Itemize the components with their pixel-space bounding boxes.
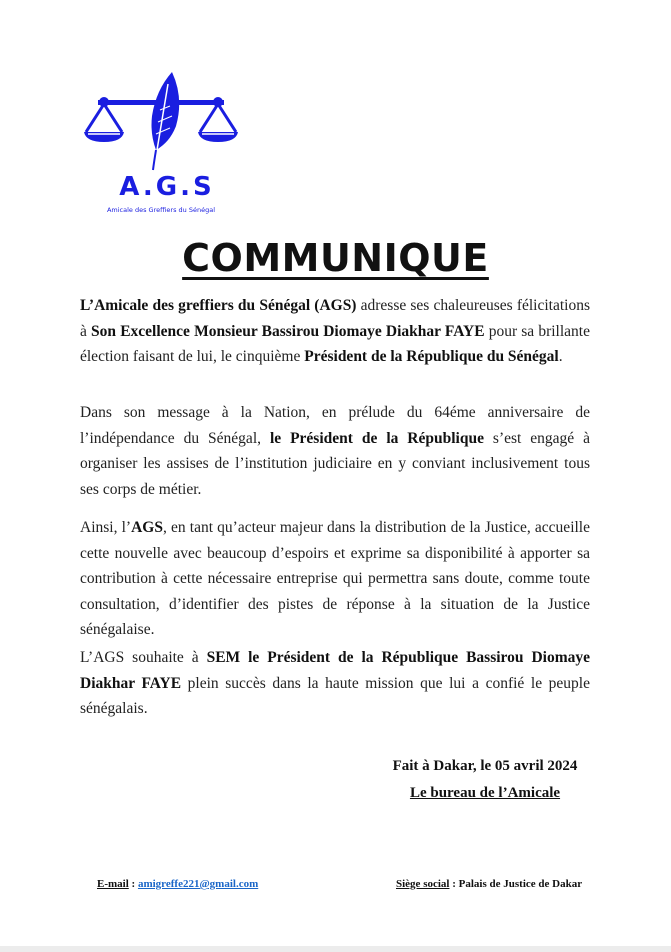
bold-text: Son Excellence Monsieur Bassirou Diomaye Diakhar FAYE — [91, 322, 485, 340]
document-title — [0, 236, 671, 280]
paragraph-wishes — [80, 645, 590, 722]
place-and-date: Fait à Dakar, le 05 avril 2024 — [392, 758, 578, 774]
paragraph-congratulations — [80, 293, 590, 370]
ags-logo — [80, 70, 240, 214]
bold-text: le Président de la République — [269, 429, 484, 447]
bold-text: AGS — [131, 519, 163, 536]
scales-of-justice-icon — [80, 70, 240, 175]
seat-value: Palais de Justice de Dakar — [458, 878, 583, 890]
email-label: E-mail — [97, 878, 129, 890]
text: L’AGS souhaite à — [80, 649, 207, 666]
bottom-edge — [0, 946, 671, 952]
title-text: COMMUNIQUE — [182, 236, 489, 280]
footer-email — [97, 878, 258, 890]
separator: : — [128, 878, 138, 890]
text: , en tant qu’acteur majeur dans la distribution de la Justice, accueille cette nouvelle avec beaucoup d’espoirs et exprime sa disponibilité à apporter sa contribution à cette nécessaire entreprise qui permettra sans doute, comme toute consultation, d’identifier des pistes de réponse à la situation de la Justice sénégalaise. — [80, 519, 590, 638]
seat-label: Siège social — [396, 878, 450, 890]
logo-acronym: A.G.S — [119, 172, 215, 202]
signatory: Le bureau de l’Amicale — [409, 785, 561, 801]
bold-text: SEM le Président de la République Bassirou Diomaye Diakhar FAYE — [80, 649, 590, 692]
bold-text: L’Amicale des greffiers du Sénégal (AGS) — [80, 297, 357, 314]
quill-feather-icon — [152, 72, 180, 170]
separator: : — [449, 878, 459, 890]
paragraph-nation-message — [80, 400, 590, 502]
footer-seat — [396, 878, 582, 890]
text: Dans son message à la Nation, en prélude du 64éme anniversaire de l’indépendance du Sénégal, — [80, 404, 590, 447]
paragraph-ags-position — [80, 515, 590, 643]
text: Ainsi, l’ — [80, 519, 132, 536]
bold-text: Président de la République du Sénégal — [304, 348, 559, 365]
text: plein succès dans la haute mission que lui a confié le peuple sénégalais. — [80, 674, 590, 717]
text: adresse ses chaleureuses félicitations à — [80, 297, 590, 340]
text: pour sa brillante élection faisant de lui, le cinquième — [80, 322, 590, 365]
logo-subtitle: Amicale des Greffiers du Sénégal — [106, 206, 216, 214]
text: s’est engagé à organiser les assises de l’institution judiciaire en y conviant inclusivement tous ses corps de métier. — [80, 429, 590, 498]
text: . — [558, 348, 563, 365]
email-link[interactable]: amigreffe221@gmail.com — [137, 878, 259, 890]
